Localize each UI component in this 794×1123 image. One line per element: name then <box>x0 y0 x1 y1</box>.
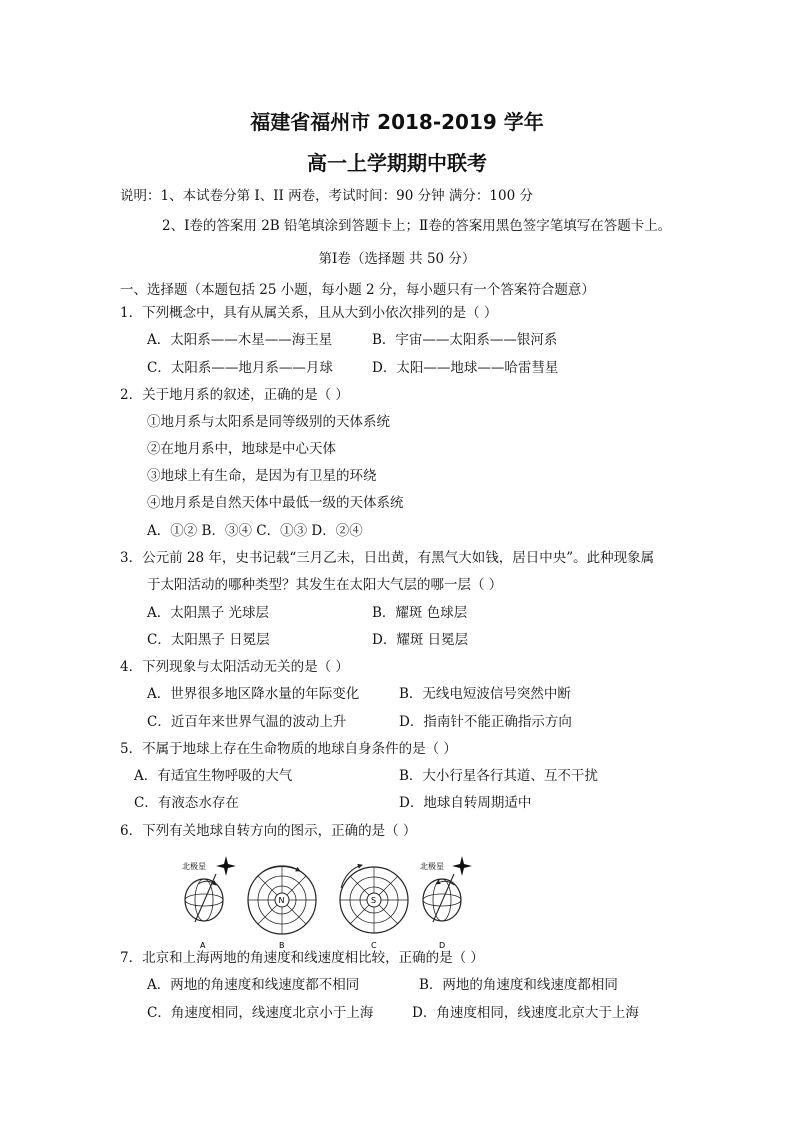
q3-stem-line-2: 于太阳活动的哪种类型？其发生在太阳大气层的哪一层（ ） <box>147 577 503 593</box>
q7-option-c: C．角速度相同，线速度北京小于上海 <box>147 1005 374 1021</box>
north-pole-label: N <box>278 896 285 905</box>
exam-subtitle: 高一上学期期中联考 <box>307 151 487 175</box>
earth-rotation-figure <box>178 852 478 952</box>
diagram-label-c: C <box>371 941 377 950</box>
instructions-line-1: 说明：1、本试卷分第 I、II 两卷，考试时间：90 分钟 满分：100 分 <box>120 188 533 204</box>
diagram-label-a: A <box>200 941 206 950</box>
q4-stem: 4．下列现象与太阳活动无关的是（ ） <box>120 659 349 675</box>
q6-stem: 6．下列有关地球自转方向的图示，正确的是（ ） <box>120 823 417 839</box>
instructions-line-2: 2、Ⅰ卷的答案用 2B 铅笔填涂到答题卡上；Ⅱ卷的答案用黑色签字笔填写在答题卡上。 <box>162 218 672 234</box>
q5-option-c: C．有液态水存在 <box>134 795 239 811</box>
q1-option-d: D．太阳——地球——哈雷彗星 <box>372 360 559 376</box>
q4-option-c: C．近百年来世界气温的波动上升 <box>147 714 347 730</box>
star-icon <box>216 856 236 876</box>
polaris-label-a: 北极星 <box>182 862 206 871</box>
globe-icon <box>185 879 223 921</box>
diagram-d <box>420 856 472 950</box>
q5-stem: 5．不属于地球上存在生命物质的地球自身条件的是（ ） <box>120 741 457 757</box>
q5-option-d: D．地球自转周期适中 <box>399 795 532 811</box>
q1-option-c: C．太阳系——地月系——月球 <box>147 360 333 376</box>
q3-stem-line-1: 3．公元前 28 年，史书记载“三月乙未，日出黄，有黑气大如钱，居日中央”。此种现象属 <box>120 550 655 566</box>
polaris-label-d: 北极星 <box>420 862 444 871</box>
globe-icon <box>423 879 461 921</box>
star-icon <box>452 856 472 876</box>
q3-option-b: B．耀斑 色球层 <box>372 605 468 621</box>
q5-option-a: A．有适宜生物呼吸的大气 <box>134 768 293 784</box>
q3-option-a: A．太阳黑子 光球层 <box>147 605 270 621</box>
q5-option-b: B．大小行星各行其道、互不干扰 <box>399 768 598 784</box>
diagram-label-b: B <box>279 941 285 950</box>
q1-option-b: B．宇宙——太阳系——银河系 <box>372 332 558 348</box>
q7-stem: 7．北京和上海两地的角速度和线速度相比较，正确的是（ ） <box>120 950 484 966</box>
q7-option-b: B．两地的角速度和线速度都相同 <box>419 977 618 993</box>
diagram-a <box>182 856 236 950</box>
q1-option-a: A．太阳系——木星——海王星 <box>147 332 333 348</box>
q3-option-d: D．耀斑 日冕层 <box>372 632 469 648</box>
q2-statement-2: ②在地月系中，地球是中心天体 <box>147 441 336 457</box>
q1-stem: 1．下列概念中，具有从属关系，且从大到小依次排列的是（ ） <box>120 305 498 321</box>
q4-option-a: A．世界很多地区降水量的年际变化 <box>147 686 360 702</box>
diagram-b <box>248 866 316 950</box>
part-heading: 一、选择题（本题包括 25 小题，每小题 2 分，每小题只有一个答案符合题意） <box>120 282 595 298</box>
diagram-c <box>340 865 408 950</box>
q2-stem: 2．关于地月系的叙述，正确的是（ ） <box>120 387 349 403</box>
q3-option-c: C．太阳黑子 日冕层 <box>147 632 270 648</box>
south-pole-label: S <box>371 896 377 905</box>
q7-option-d: D．角速度相同，线速度北京大于上海 <box>412 1005 639 1021</box>
q2-statement-1: ①地月系与太阳系是同等级别的天体系统 <box>147 414 390 430</box>
q7-option-a: A．两地的角速度和线速度都不相同 <box>147 977 360 993</box>
section-title: 第Ⅰ卷（选择题 共 50 分） <box>318 251 476 267</box>
q4-option-d: D．指南针不能正确指示方向 <box>399 714 572 730</box>
q2-statement-3: ③地球上有生命，是因为有卫星的环绕 <box>147 468 377 484</box>
diagram-label-d: D <box>439 941 446 950</box>
q2-options: A．①② B．③④ C．①③ D．②④ <box>147 523 363 539</box>
q2-statement-4: ④地月系是自然天体中最低一级的天体系统 <box>147 495 404 511</box>
q4-option-b: B．无线电短波信号突然中断 <box>399 686 571 702</box>
exam-title: 福建省福州市 2018-2019 学年 <box>250 110 544 134</box>
